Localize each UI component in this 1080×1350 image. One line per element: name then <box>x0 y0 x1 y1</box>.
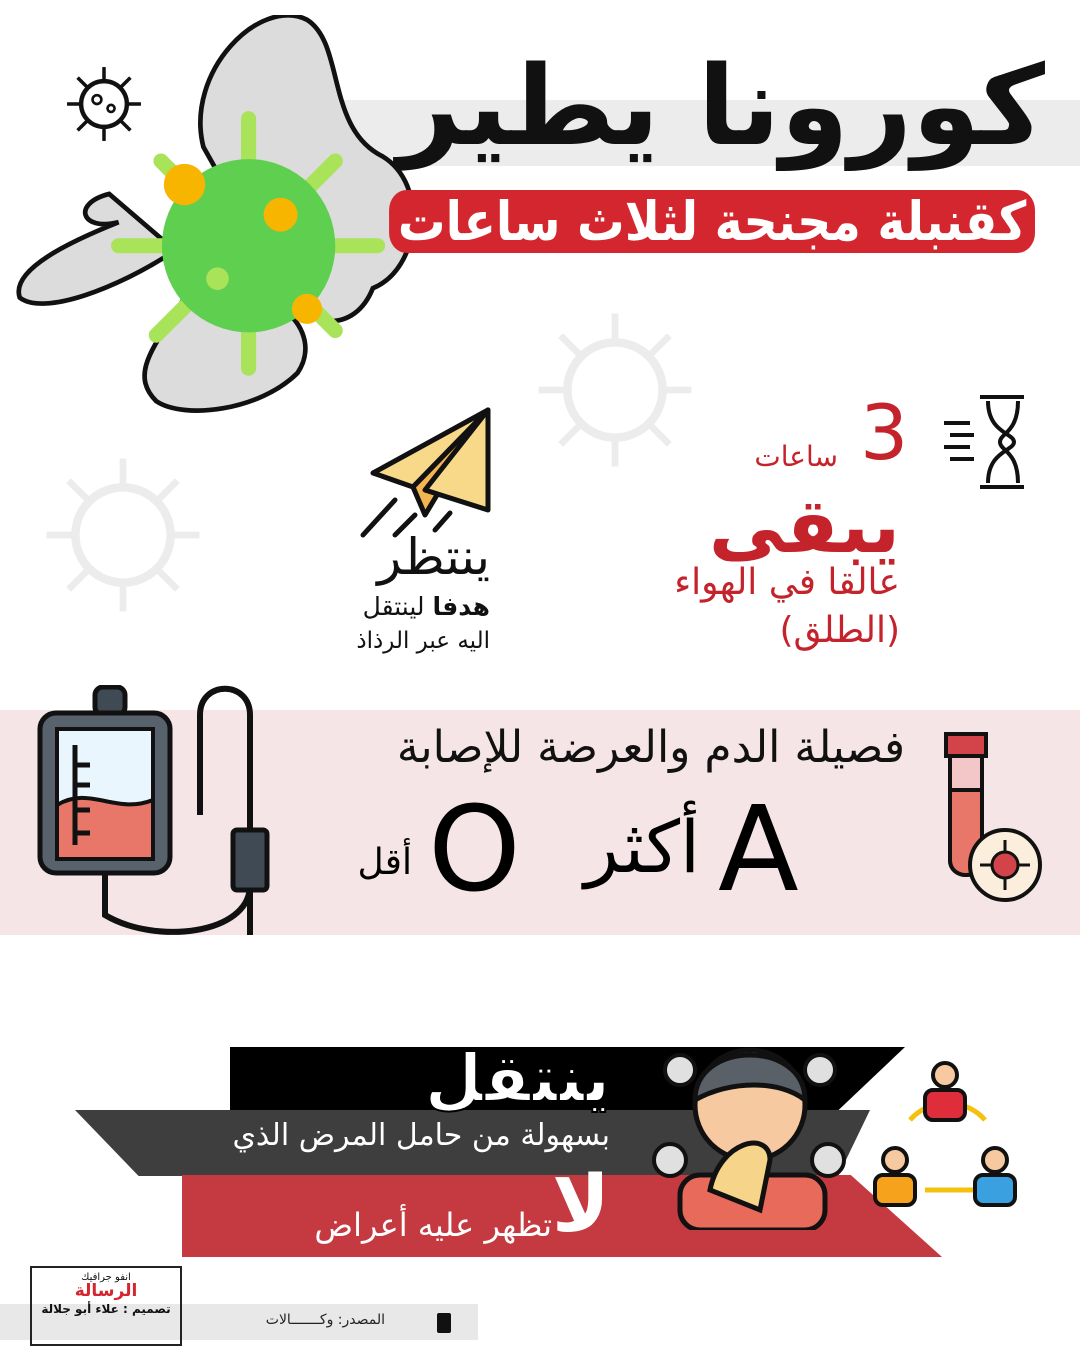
transmission-line1: بسهولة من حامل المرض الذي <box>232 1118 610 1153</box>
stays-verb: يبقى <box>708 481 900 570</box>
waiting-line2: اليه عبر الرذاذ <box>356 628 490 654</box>
blood-heading: فصيلة الدم والعرضة للإصابة <box>396 722 905 773</box>
winged-virus-illustration <box>15 15 420 445</box>
airborne-line2: (الطلق) <box>779 610 900 651</box>
page-subtitle: كقنبلة مجنحة لثلاث ساعات <box>389 190 1035 253</box>
brand-top-label: انفو جرافيك <box>81 1272 131 1283</box>
blood-type-a: A <box>718 780 799 918</box>
designer-credit: تصميم : علاء أبو جلالة <box>41 1302 171 1316</box>
transmission-line2: تظهر عليه أعراض <box>314 1206 552 1244</box>
paper-plane-icon <box>355 405 495 545</box>
source-book-icon <box>437 1313 451 1333</box>
airborne-line1: عالقا في الهواء <box>674 562 900 603</box>
more-label: أكثر <box>584 805 700 889</box>
source-label: المصدر: وكـــــــالات <box>265 1312 385 1328</box>
blood-type-o: O <box>428 780 521 918</box>
brand-logo: الرسالة <box>74 1281 138 1301</box>
less-label: أقل <box>357 842 412 883</box>
page-title: كورونا يطير <box>397 42 1045 170</box>
hours-number: 3 <box>860 388 909 477</box>
virus-watermark-icon <box>530 305 700 475</box>
waiting-target-bold: هدفا <box>432 592 490 621</box>
transmits-verb: ينتقل <box>424 1040 610 1117</box>
hourglass-icon <box>940 393 1028 491</box>
people-transmission-cycle-icon <box>870 1055 1025 1215</box>
virus-watermark-icon <box>38 450 208 620</box>
blood-bag-icon <box>35 685 275 935</box>
brand-logo-box <box>30 1266 182 1346</box>
waiting-verb: ينتظر <box>377 528 490 586</box>
coughing-person-icon <box>650 1030 850 1230</box>
test-tube-virus-icon <box>940 730 1045 905</box>
waiting-rest: لينتقل <box>362 592 425 621</box>
waiting-line1 <box>363 592 490 621</box>
no-word: لا <box>551 1160 610 1250</box>
hours-unit: ساعات <box>754 440 838 473</box>
